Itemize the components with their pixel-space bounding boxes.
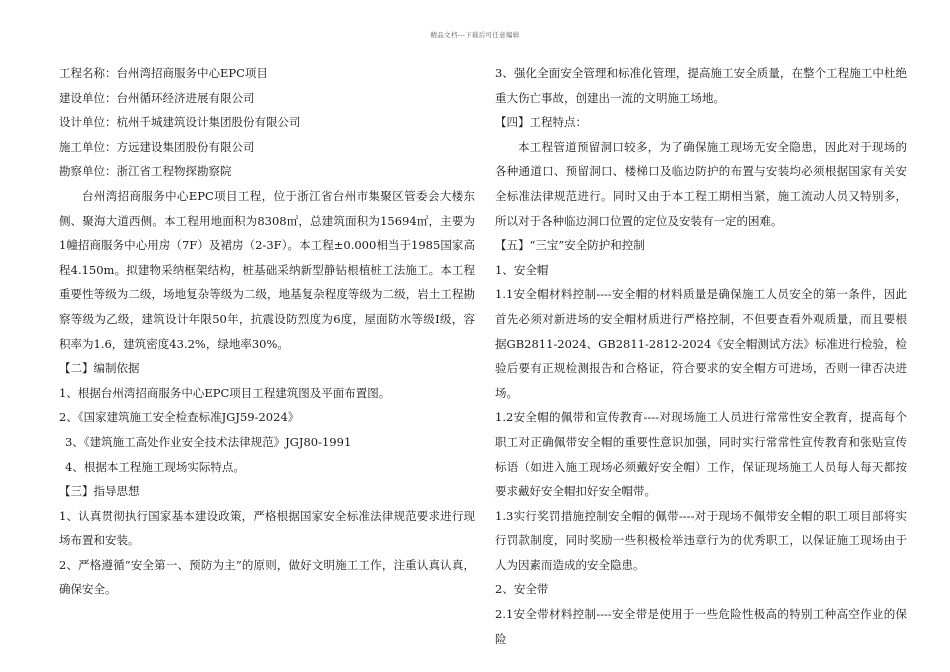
basis-item-1: 1、根据台州湾招商服务中心EPC项目工程建筑图及平面布置图。 [59,385,391,400]
builder-unit: 建设单位：台州循环经济进展有限公司 [59,90,255,105]
page-header: 精品文档---下载后可任意编辑 [430,31,520,39]
section-2-title: 【二】编制依据 [59,361,140,376]
guideline-item-3: 3、强化全面安全管理和标准化管理，提高施工安全质量，在整个工程施工中杜绝重大伤亡事故，创建出一流的文明施工场地。 [495,66,907,105]
helmet-heading: 1、安全帽 [495,262,549,277]
helmet-material-control: 1.1安全帽材料控制----安全帽的材料质量是确保施工人员安全的第一条件，因此首先必须对新进场的安全帽材质进行严格控制，不但要查看外观质量，而且要根据GB2811-2024、GB2811-2812-2024《安全帽测试方法》标准进行检验，检验后要有正规检测报告和合格证，符合要求的安全帽方可进场，否则一律否决进场。 [495,287,907,400]
safety-belt-material-control: 2.1安全带材料控制----安全带是使用于一些危险性极高的特别工种高空作业的保险 [495,607,907,646]
basis-item-3: 3、《建筑施工高处作业安全技术法律规范》JGJ80-1991 [65,434,352,449]
safety-belt-heading: 2、安全带 [495,582,549,597]
helmet-reward-punishment: 1.3实行奖罚措施控制安全帽的佩带----对于现场不佩带安全帽的职工项目部将实行罚款制度，同时奖励一些积极检举违章行为的优秀职工，以保证施工现场由于人为因素而造成的安全隐患。 [495,508,907,572]
project-overview: 台州湾招商服务中心EPC项目工程，位于浙江省台州市集聚区管委会大楼东侧、聚海大道西侧。本工程用地面积为8308㎡，总建筑面积为15694㎡，主要为1幢招商服务中心用房（7F）及裙房（2-3F）。本工程±0.000相当于1985国家高程4.150m。拟建物采纳框架结构，桩基础采纳新型静钻根植桩工法施工。本工程重要性等级为二级，场地复杂等级为二级，地基复杂程度等级为二级，岩土工程勘察等级为乙级，建筑设计年限50年，抗震设防烈度为6度，屋面防水等级Ⅰ级，容积率为1.6，建筑密度43.2%，绿地率30%。 [59,188,475,351]
right-column [495,61,907,651]
project-features: 本工程管道预留洞口较多，为了确保施工现场无安全隐患，因此对于现场的各种通道口、预留洞口、楼梯口及临边防护的布置与安装均必须根据国家有关安全标准法律规范进行。同时又由于本工程工期相当紧，施工流动人员又特别多，所以对于各种临边洞口位置的定位及安装有一定的困难。 [495,139,907,228]
section-5-title: 【五】“三宝”安全防护和控制 [495,238,645,253]
helmet-wearing-education: 1.2安全帽的佩带和宣传教育----对现场施工人员进行常常性安全教育，提高每个职工对正确佩带安全帽的重要性意识加强，同时实行常常性宣传教育和张贴宣传标语（如进入施工现场必须戴好安全帽）工作，保证现场施工人员每人每天都按要求戴好安全帽扣好安全帽带。 [495,410,907,499]
section-3-title: 【三】指导思想 [59,484,140,499]
construction-unit: 施工单位：方远建设集团股份有限公司 [59,139,255,154]
basis-item-2: 2、《国家建筑施工安全检查标准JGJ59-2024》 [59,410,300,425]
guideline-item-1: 1、认真贯彻执行国家基本建设政策，严格根据国家安全标准法律规范要求进行现场布置和安装。 [59,508,475,548]
survey-unit: 勘察单位：浙江省工程物探勘察院 [59,164,232,179]
project-name: 工程名称：台州湾招商服务中心EPC项目 [59,66,268,80]
guideline-item-2: 2、严格遵循“安全第一、预防为主”的原则，做好文明施工工作，注重认真认真，确保安全。 [59,557,475,597]
design-unit: 设计单位：杭州千城建筑设计集团股份有限公司 [59,115,301,130]
left-column [59,61,475,602]
basis-item-4: 4、根据本工程施工现场实际特点。 [65,459,245,474]
section-4-title: 【四】工程特点： [495,115,587,130]
